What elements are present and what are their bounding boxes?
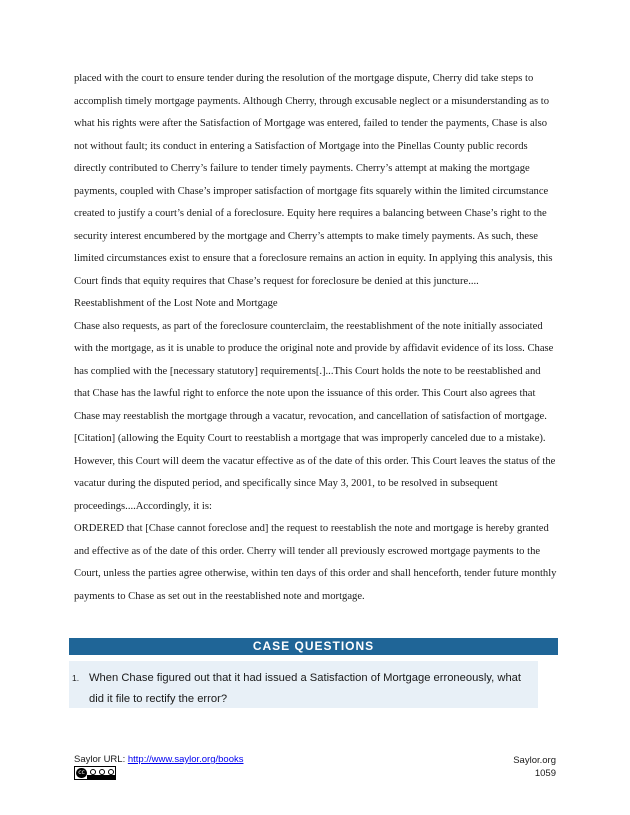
- cc-license-strip: [87, 775, 115, 779]
- section-heading-reestablishment: Reestablishment of the Lost Note and Mortgage: [74, 298, 278, 309]
- question-text: When Chase figured out that it had issued a Satisfaction of Mortgage erroneously, what did it file to rectify the error?: [89, 672, 522, 705]
- paragraph-reestablishment: Chase also requests, as part of the foreclosure counterclaim, the reestablishment of the note initially associated with the mortgage, as it is unable to produce the original note and provide by affidavit evidence of its loss. Chase has complied with the [necessary statutory] requirements[.]...This Court holds the note to be reestablished and that Chase has the lawful right to enforce the note upon the issuance of this order. This Court also agrees that Chase may reestablish the mortgage through a vacatur, revocation, and cancellation of satisfaction of mortgage. [Citation] (allowing the Equity Court to reestablish a mortgage that was improperly canceled due to a mistake). However, this Court will deem the vacatur effective as of the date of this order. This Court leaves the status of the vacatur during the disputed period, and specifically since May 3, 2001, to be resolved in subsequent proceedings....Accordingly, it is:: [74, 320, 556, 512]
- footer-site: Saylor.org: [513, 755, 556, 766]
- footer-page-number: 1059: [534, 768, 556, 779]
- case-questions-heading: CASE QUESTIONS: [69, 638, 558, 655]
- body-text: [74, 68, 558, 608]
- footer-source: [74, 754, 244, 765]
- creative-commons-license-icon[interactable]: [74, 766, 116, 780]
- footer-url-link[interactable]: http://www.saylor.org/books: [127, 754, 244, 765]
- paragraph-equity-analysis: placed with the court to ensure tender during the resolution of the mortgage dispute, Cherry did take steps to accomplish timely mortgage payments. Although Cherry, through excusable neglect or a misunderstanding as to what his rights were after the Satisfaction of Mortgage was entered, failed to tender the payments, Chase is also not without fault; its conduct in entering a Satisfaction of Mortgage into the Pinellas County public records directly contributed to Cherry’s failure to tender timely payments. Cherry’s attempt at making the mortgage payments, coupled with Chase’s improper satisfaction of mortgage fits squarely within the limited circumstance created to justify a court’s denial of a foreclosure. Equity here requires a balancing between Chase’s right to the security interest encumbered by the mortgage and Cherry’s attempts to make timely payments. As such, these limited circumstances exist to ensure that a foreclosure remains an action in equity. In applying this analysis, this Court finds that equity requires that Chase’s request for foreclosure be denied at this juncture....: [74, 73, 553, 287]
- paragraph-order: ORDERED that [Chase cannot foreclose and] the request to reestablish the note and mortgage is hereby granted and effective as of the date of this order. Cherry will tender all previously escrowed mortgage payments to the Court, unless the parties agree otherwise, within ten days of this order and shall henceforth, tender future monthly payments to Chase as set out in the reestablished note and mortgage.: [74, 523, 557, 602]
- question-number: 1.: [72, 673, 80, 683]
- cc-logo-icon: cc: [76, 768, 87, 778]
- footer-url-label: Saylor URL:: [74, 754, 128, 765]
- footer-publisher: [513, 754, 556, 780]
- cc-attribution-icons: [88, 768, 115, 775]
- case-question-item: [69, 661, 538, 708]
